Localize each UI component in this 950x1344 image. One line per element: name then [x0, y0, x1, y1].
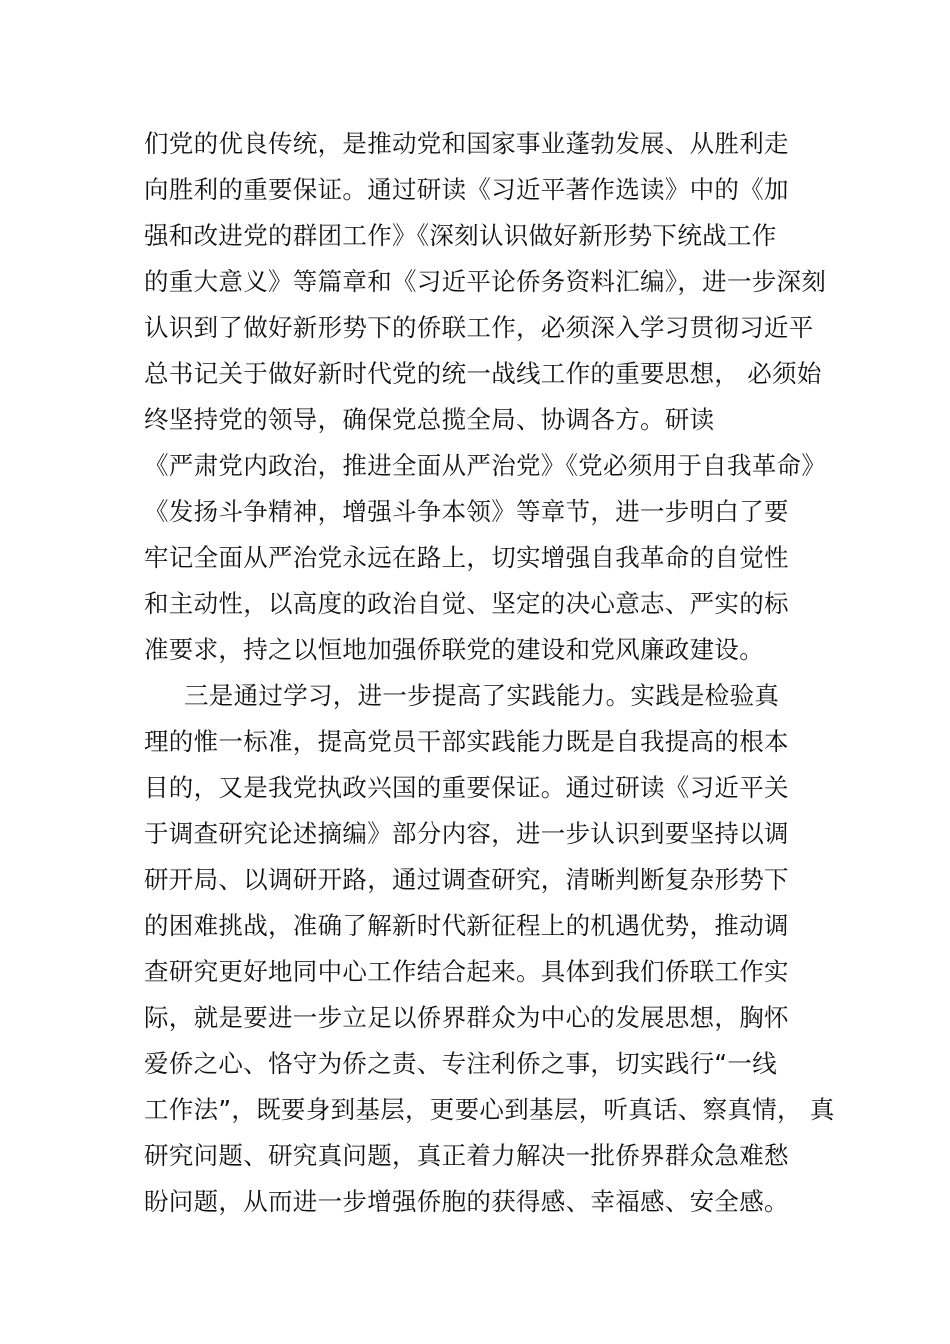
- body-text: [144, 121, 835, 1225]
- text-line: 强和改进党的群团工作》《深刻认识做好新形势下统战工作: [144, 221, 777, 250]
- text-line: 研开局、以调研开路，通过调查研究，清晰判断复杂形势下: [144, 865, 789, 894]
- paragraph-start-line: 三是通过学习，进一步提高了实践能力。实践是检验真: [184, 681, 780, 710]
- text-line: 目的，又是我党执政兴国的重要保证。通过研读《习近平关: [144, 773, 789, 802]
- text-line: 的重大意义》等篇章和《习近平论侨务资料汇编》，进一步深刻: [144, 267, 827, 296]
- text-line: 和主动性，以高度的政治自觉、坚定的决心意志、严实的标: [144, 589, 789, 618]
- text-line: 查研究更好地同中心工作结合起来。具体到我们侨联工作实: [144, 957, 789, 986]
- text-line: 总书记关于做好新时代党的统一战线工作的重要思想， 必须始: [144, 359, 822, 388]
- text-line: 认识到了做好新形势下的侨联工作，必须深入学习贯彻习近平: [144, 313, 814, 342]
- text-line: 于调查研究论述摘编》部分内容，进一步认识到要坚持以调: [144, 819, 789, 848]
- text-line: 终坚持党的领导，确保党总揽全局、协调各方。研读: [144, 405, 715, 434]
- text-line: 研究问题、研究真问题，真正着力解决一批侨界群众急难愁: [144, 1141, 789, 1170]
- text-line: 的困难挑战，准确了解新时代新征程上的机遇优势，推动调: [144, 911, 789, 940]
- text-line: 牢记全面从严治党永远在路上，切实增强自我革命的自觉性: [144, 543, 789, 572]
- text-line: 际，就是要进一步立足以侨界群众为中心的发展思想，胸怀: [144, 1003, 789, 1032]
- text-line: 《严肃党内政治，推进全面从严治党》《党必须用于自我革命》: [144, 451, 827, 480]
- text-line: 理的惟一标准，提高党员干部实践能力既是自我提高的根本: [144, 727, 789, 756]
- text-line: 《发扬斗争精神，增强斗争本领》等章节，进一步明白了要: [144, 497, 789, 526]
- text-line: 爱侨之心、恪守为侨之责、专注利侨之事，切实践行“一线: [144, 1049, 777, 1078]
- text-line: 向胜利的重要保证。通过研读《习近平著作选读》中的《加: [144, 175, 789, 204]
- text-line: 准要求，持之以恒地加强侨联党的建设和党风廉政建设。: [144, 635, 764, 664]
- text-line: 们党的优良传统，是推动党和国家事业蓬勃发展、从胜利走: [144, 129, 789, 158]
- text-line: 盼问题，从而进一步增强侨胞的获得感、幸福感、安全感。: [144, 1187, 789, 1216]
- text-line: 工作法”，既要身到基层，更要心到基层，听真话、察真情， 真: [144, 1095, 835, 1124]
